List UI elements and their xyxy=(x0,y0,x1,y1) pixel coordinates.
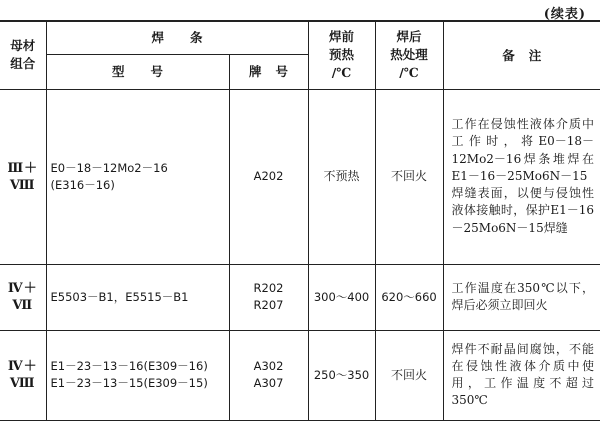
row-preheat: 300～400 xyxy=(308,264,375,330)
row-combo: Ⅲ＋Ⅷ xyxy=(0,89,46,264)
header-post-heat: 焊后 热处理 /℃ xyxy=(375,21,443,89)
row-model: E5503－B1，E5515－B1 xyxy=(46,264,229,330)
row-brand: R202 R207 xyxy=(229,264,308,330)
row-model: E0－18－12Mo2－16 (E316－16) xyxy=(46,89,229,264)
row-post-heat: 620～660 xyxy=(375,264,443,330)
header-base-metal: 母材 组合 xyxy=(0,21,46,89)
row-notes: 工作在侵蚀性液体介质中工作时，将E0－18－12Mo2－16焊条堆焊在E1－16－25Mo6N－15焊缝表面，以便与侵蚀性液体接触时，保护E1－16－25Mo6N－15焊缝 xyxy=(443,89,600,264)
row-model: E1－23－13－16(E309－16) E1－23－13－15(E309－15) xyxy=(46,330,229,420)
row-brand: A202 xyxy=(229,89,308,264)
header-model: 型号 xyxy=(46,54,229,89)
welding-electrode-table xyxy=(0,20,600,421)
row-notes: 焊件不耐晶间腐蚀，不能在侵蚀性液体介质中使用，工作温度不超过350℃ xyxy=(443,330,600,420)
table-caption: (续表) xyxy=(543,7,586,22)
row-preheat: 250～350 xyxy=(308,330,375,420)
row-post-heat: 不回火 xyxy=(375,89,443,264)
header-notes: 备注 xyxy=(443,21,600,89)
row-preheat: 不预热 xyxy=(308,89,375,264)
row-brand: A302 A307 xyxy=(229,330,308,420)
header-electrode: 焊条 xyxy=(46,21,308,54)
row-post-heat: 不回火 xyxy=(375,330,443,420)
header-brand: 牌号 xyxy=(229,54,308,89)
row-combo: Ⅳ＋Ⅷ xyxy=(0,330,46,420)
row-notes: 工作温度在350℃以下，焊后必须立即回火 xyxy=(443,264,600,330)
row-combo: Ⅳ＋Ⅶ xyxy=(0,264,46,330)
header-preheat: 焊前 预热 /℃ xyxy=(308,21,375,89)
